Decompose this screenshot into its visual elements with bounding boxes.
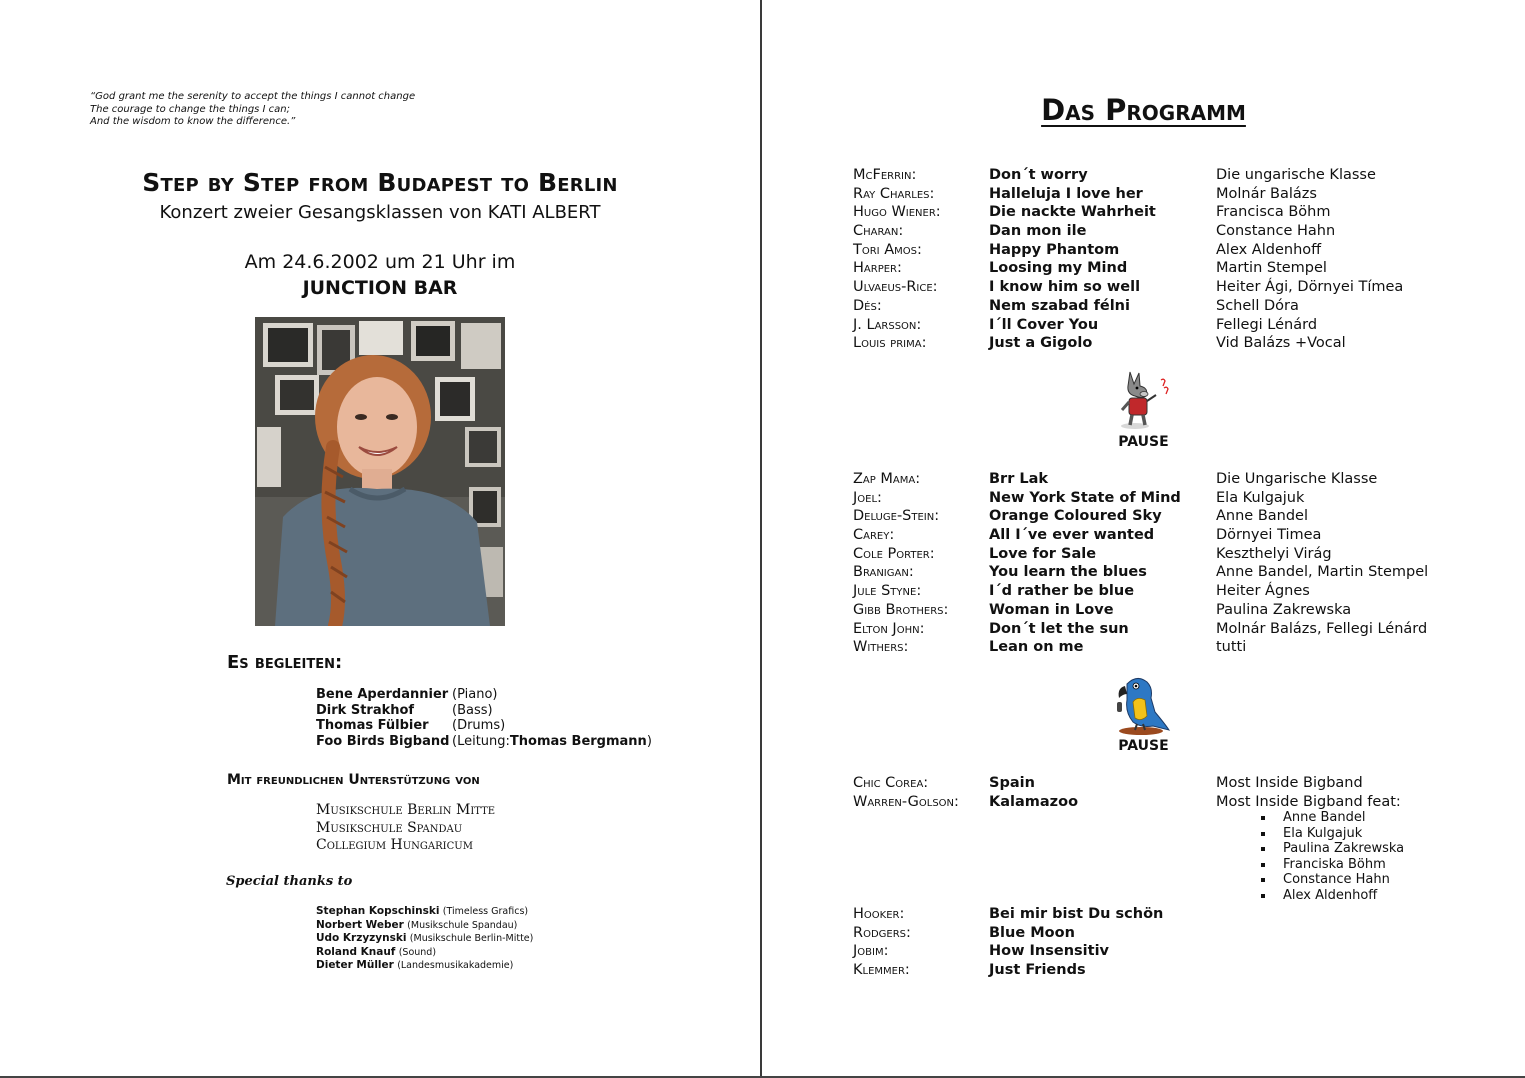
performer: Most Inside Bigband	[1216, 775, 1363, 791]
song-title: I know him so well	[989, 279, 1141, 296]
program-row	[853, 278, 1403, 297]
program-row	[853, 203, 1403, 222]
program-row	[853, 601, 1428, 620]
song-title: Bei mir bist Du schön	[989, 906, 1164, 922]
song-title: I´ll Cover You	[989, 316, 1099, 333]
musicians-list	[316, 687, 652, 749]
thanks-org: (Musikschule Berlin-Mitte)	[409, 933, 534, 945]
song-title: Blue Moon	[989, 924, 1075, 941]
thanks-org: (Musikschule Spandau)	[407, 919, 518, 931]
performer: Keszthelyi Virág	[1216, 545, 1332, 562]
musician-role: (Bass)	[452, 702, 493, 718]
performer: Most Inside Bigband feat:	[1216, 793, 1401, 810]
composer: Dés:	[853, 297, 882, 314]
program-row	[853, 563, 1428, 582]
performer: Schell Dóra	[1216, 297, 1299, 314]
program-part-1	[853, 166, 1403, 353]
performer: tutti	[1216, 639, 1247, 656]
composer: Branigan:	[853, 564, 914, 581]
program-part-3	[853, 774, 1401, 811]
quote-line: And the wisdom to know the difference.”	[90, 116, 296, 127]
performer: Anne Bandel	[1216, 508, 1309, 525]
song-title: Kalamazoo	[989, 793, 1079, 810]
composer: Zap Mama:	[853, 471, 921, 487]
list-item: Ela Kulgajuk	[1261, 826, 1404, 842]
donkey-singer-icon	[1115, 368, 1171, 430]
thanks-name: Udo Krzyzynski	[316, 932, 407, 945]
parrot-singer-icon	[1111, 672, 1173, 736]
song-title: New York State of Mind	[989, 489, 1181, 506]
composer: Warren-Golson:	[853, 793, 959, 810]
thanks-row	[316, 905, 533, 919]
composer: Cole Porter:	[853, 545, 935, 562]
musician-row	[316, 703, 652, 719]
list-item: Paulina Zakrewska	[1261, 841, 1404, 857]
song-title: How Insensitiv	[989, 943, 1110, 960]
program-row	[853, 526, 1428, 545]
composer: Harper:	[853, 260, 902, 277]
left-page	[0, 0, 760, 1078]
program-row	[853, 470, 1428, 489]
concert-date: Am 24.6.2002 um 21 Uhr im	[244, 251, 516, 273]
song-title: Brr Lak	[989, 471, 1049, 487]
composer: Carey:	[853, 527, 895, 544]
performer: Francisca Böhm	[1216, 204, 1331, 221]
song-title: Dan mon ile	[989, 223, 1087, 240]
performer: Heiter Ágnes	[1216, 583, 1310, 600]
musician-row	[316, 718, 652, 734]
pause-label: PAUSE	[1118, 434, 1169, 450]
composer: Klemmer:	[853, 962, 910, 979]
serenity-quote	[90, 91, 415, 129]
program-row	[853, 334, 1403, 353]
performer: Die Ungarische Klasse	[1216, 471, 1378, 487]
composer: Louis prima:	[853, 335, 927, 352]
featured-singers-list	[1261, 810, 1404, 904]
thanks-list	[316, 905, 533, 973]
pause-label: PAUSE	[1118, 738, 1169, 754]
performer: Dörnyei Timea	[1216, 527, 1322, 544]
program-row	[853, 961, 1216, 980]
program-row	[853, 489, 1428, 508]
composer: Hooker:	[853, 906, 905, 922]
thanks-org: (Timeless Grafics)	[442, 906, 529, 917]
program-row	[853, 166, 1403, 185]
concert-subtitle: Konzert zweier Gesangsklassen von KATI ALBERT	[159, 202, 601, 223]
song-title: Love for Sale	[989, 545, 1097, 562]
performer: Paulina Zakrewska	[1216, 601, 1352, 618]
composer: Jule Styne:	[853, 583, 922, 600]
thanks-name: Stephan Kopschinski	[316, 905, 440, 917]
performer: Fellegi Lénárd	[1216, 316, 1318, 333]
program-title	[762, 93, 1525, 127]
list-item: Franciska Böhm	[1261, 857, 1404, 873]
program-part-4	[853, 905, 1216, 980]
thanks-row	[316, 959, 533, 973]
supporter: Musikschule Spandau	[316, 819, 463, 836]
musician-name: Thomas Fülbier	[316, 718, 429, 734]
song-title: Woman in Love	[989, 601, 1114, 618]
musician-name: Dirk Strakhof	[316, 702, 415, 718]
performer: Martin Stempel	[1216, 260, 1327, 277]
composer: Ulvaeus-Rice:	[853, 279, 938, 296]
performer: Heiter Ági, Dörnyei Tímea	[1216, 279, 1404, 296]
program-row	[853, 241, 1403, 260]
program-row	[853, 222, 1403, 241]
composer: McFerrin:	[853, 167, 917, 183]
song-title: I´d rather be blue	[989, 583, 1135, 600]
song-title: Just a Gigolo	[989, 335, 1093, 352]
support-heading: Mit freundlichen Unterstützung von	[227, 772, 480, 788]
thanks-heading: Special thanks to	[226, 874, 353, 889]
musician-row	[316, 687, 652, 703]
bigband-leader: Thomas Bergmann	[509, 733, 647, 749]
list-item: Constance Hahn	[1261, 872, 1404, 888]
musician-role: (Drums)	[452, 718, 506, 734]
program-row	[853, 582, 1428, 601]
program-row	[853, 620, 1428, 639]
musician-name: Foo Birds Bigband	[316, 733, 450, 749]
thanks-org: (Landesmusikakademie)	[397, 960, 514, 972]
supporter: Collegium Hungaricum	[316, 837, 473, 853]
musician-role	[452, 734, 652, 750]
quote-line: “God grant me the serenity to accept the things I cannot change	[90, 91, 416, 102]
concert-title: Step by Step from Budapest to Berlin	[142, 168, 618, 197]
program-row	[853, 259, 1403, 278]
thanks-row	[316, 919, 533, 933]
composer: Joel:	[853, 489, 882, 506]
performer: Constance Hahn	[1216, 223, 1336, 240]
program-row	[853, 638, 1428, 657]
program-row	[853, 774, 1401, 793]
musician-role: (Piano)	[452, 687, 498, 702]
performer: Die ungarische Klasse	[1216, 167, 1376, 183]
thanks-name: Roland Knauf	[316, 945, 396, 958]
composer: Gibb Brothers:	[853, 601, 949, 618]
composer: Rodgers:	[853, 924, 911, 941]
thanks-row	[316, 946, 533, 960]
composer: Ray Charles:	[853, 185, 935, 202]
performer: Molnár Balázs, Fellegi Lénárd	[1216, 620, 1428, 637]
supporter: Musikschule Berlin Mitte	[316, 802, 496, 818]
song-title: Just Friends	[989, 962, 1086, 979]
program-row	[853, 316, 1403, 335]
thanks-name: Dieter Müller	[316, 959, 394, 972]
song-title: Don´t worry	[989, 167, 1088, 183]
program-row	[853, 793, 1401, 812]
song-title: Lean on me	[989, 639, 1084, 656]
program-part-2	[853, 470, 1428, 657]
singer-photo	[255, 317, 505, 626]
composer: Tori Amos:	[853, 241, 922, 258]
program-row	[853, 905, 1216, 924]
program-row	[853, 924, 1216, 943]
song-title: You learn the blues	[989, 564, 1147, 581]
concert-venue: JUNCTION BAR	[302, 277, 458, 299]
composer: Deluge-Stein:	[853, 508, 940, 525]
musician-row	[316, 734, 652, 750]
composer: Elton John:	[853, 620, 925, 637]
song-title: Die nackte Wahrheit	[989, 204, 1156, 221]
performer: Vid Balázs +Vocal	[1216, 335, 1346, 352]
quote-line: The courage to change the things I can;	[90, 103, 291, 115]
list-item: Anne Bandel	[1261, 810, 1404, 826]
musician-name: Bene Aperdannier	[316, 687, 449, 702]
thanks-row	[316, 932, 533, 946]
composer: Chic Corea:	[853, 775, 929, 791]
accompaniment-heading: Es begleiten:	[227, 652, 343, 673]
composer: Jobim:	[853, 943, 889, 960]
song-title: Halleluja I love her	[989, 185, 1143, 202]
right-page	[762, 0, 1525, 1078]
song-title: Nem szabad félni	[989, 297, 1130, 314]
song-title: Spain	[989, 775, 1035, 791]
supporters-list	[316, 802, 495, 855]
program-row	[853, 942, 1216, 961]
role-prefix: (Leitung:	[452, 733, 510, 749]
composer: Withers:	[853, 639, 909, 656]
performer: Molnár Balázs	[1216, 185, 1317, 202]
list-item: Alex Aldenhoff	[1261, 888, 1404, 904]
song-title: Loosing my Mind	[989, 260, 1128, 277]
song-title: Happy Phantom	[989, 241, 1120, 258]
program-row	[853, 545, 1428, 564]
song-title: Don´t let the sun	[989, 620, 1129, 637]
program-row	[853, 297, 1403, 316]
performer: Ela Kulgajuk	[1216, 489, 1305, 506]
composer: Charan:	[853, 223, 904, 240]
thanks-name: Norbert Weber	[316, 918, 404, 931]
thanks-org: (Sound)	[398, 946, 437, 958]
program-row	[853, 185, 1403, 204]
performer: Anne Bandel, Martin Stempel	[1216, 564, 1429, 581]
composer: Hugo Wiener:	[853, 204, 941, 221]
composer: J. Larsson:	[853, 316, 922, 333]
program-row	[853, 507, 1428, 526]
song-title: Orange Coloured Sky	[989, 508, 1162, 525]
role-suffix: )	[646, 733, 652, 749]
program-title-text: Das Programm	[1041, 93, 1246, 127]
song-title: All I´ve ever wanted	[989, 527, 1155, 544]
performer: Alex Aldenhoff	[1216, 241, 1322, 258]
